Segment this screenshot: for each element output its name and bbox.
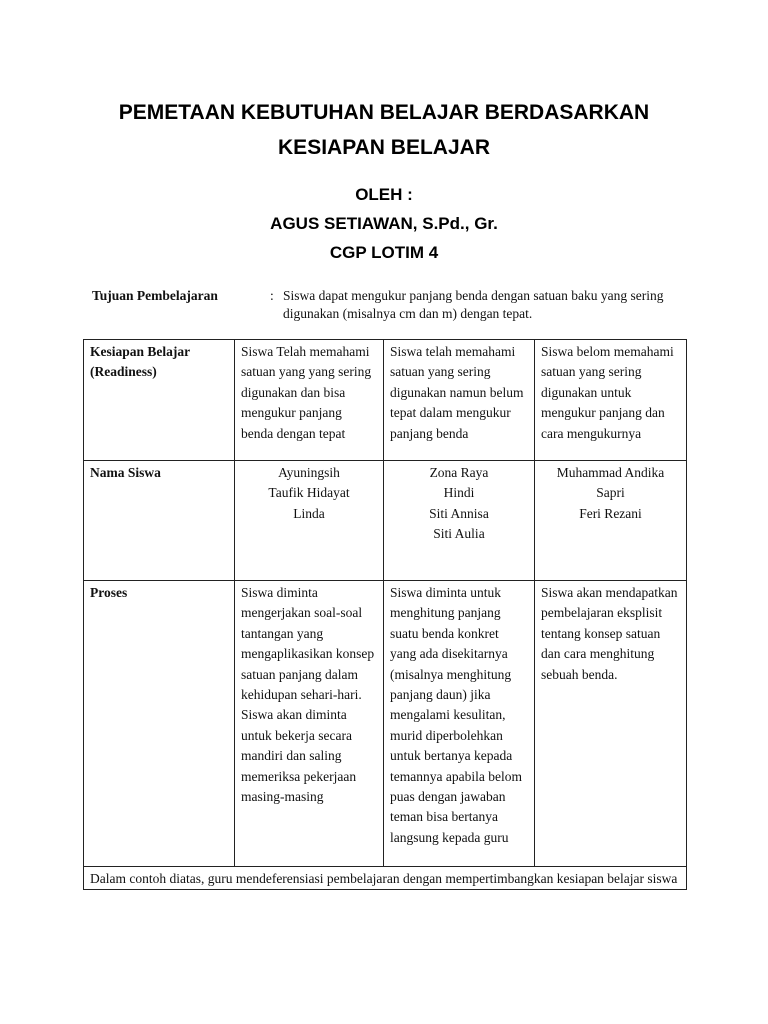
- process-col-3: Siswa akan mendapatkan pembelajaran eksplisit tentang konsep satuan dan cara menghitung sebuah benda.: [535, 581, 687, 867]
- student-name: Hindi: [443, 485, 475, 501]
- process-col-2: Siswa diminta untuk menghitung panjang suatu benda konkret yang ada disekitarnya (misalnya menghitung panjang daun) jika mengalami kesulitan, murid diperbolehkan untuk bertanya kepada temannya apabila belom puas dengan jawaban teman bisa bertanya langsung kepada guru: [384, 581, 535, 867]
- student-name: Zona Raya: [429, 465, 489, 480]
- readiness-label-line2: (Readiness): [90, 364, 157, 380]
- students-col-3: [535, 461, 687, 581]
- footer-row: [84, 867, 687, 890]
- student-name: Muhammad Andika: [556, 465, 665, 480]
- students-col-2: [384, 461, 535, 581]
- author-block: [0, 180, 768, 267]
- readiness-col-3: Siswa belom memahami satuan yang sering digunakan untuk mengukur panjang dan cara mengukurnya: [535, 340, 687, 461]
- author-name: AGUS SETIAWAN, S.Pd., Gr.: [270, 214, 498, 233]
- readiness-col-2: Siswa telah memahami satuan yang sering digunakan namun belum tepat dalam mengukur panjang benda: [384, 340, 535, 461]
- readiness-row: [84, 340, 687, 461]
- readiness-col-1: Siswa Telah memahami satuan yang yang sering digunakan dan bisa mengukur panjang benda dengan tepat: [235, 340, 384, 461]
- student-name: Linda: [293, 505, 325, 521]
- author-prefix: OLEH :: [355, 185, 413, 204]
- process-label: Proses: [84, 581, 235, 867]
- title-line-2: KESIAPAN BELAJAR: [278, 136, 490, 159]
- process-col-1: Siswa diminta mengerjakan soal-soal tantangan yang mengaplikasikan konsep satuan panjang dalam kehidupan sehari-hari. Siswa akan diminta untuk bekerja secara mandiri dan saling memeriksa pekerjaan masing-masing: [235, 581, 384, 867]
- objective-separator: :: [270, 288, 274, 303]
- learning-needs-table: [83, 339, 687, 890]
- students-col-1: [235, 461, 384, 581]
- students-row: [84, 461, 687, 581]
- students-label: Nama Siswa: [84, 461, 235, 581]
- objective-label: Tujuan Pembelajaran: [92, 288, 218, 303]
- student-name: Siti Annisa: [429, 505, 489, 521]
- student-name: Siti Aulia: [433, 526, 485, 542]
- process-row: [84, 581, 687, 867]
- author-group: CGP LOTIM 4: [329, 243, 439, 262]
- student-name: Sapri: [596, 485, 625, 501]
- readiness-label-line1: Kesiapan Belajar: [90, 344, 191, 359]
- student-name: Feri Rezani: [579, 505, 642, 521]
- student-name: Taufik Hidayat: [268, 485, 350, 501]
- title-line-1: PEMETAAN KEBUTUHAN BELAJAR BERDASARKAN: [118, 101, 650, 124]
- document-title: [0, 95, 768, 165]
- readiness-label: [84, 340, 235, 461]
- table-footer-note: Dalam contoh diatas, guru mendeferensiasi pembelajaran dengan mempertimbangkan kesiapan belajar siswa: [84, 867, 687, 890]
- objective-text: Siswa dapat mengukur panjang benda dengan satuan baku yang sering digunakan (misalnya cm dan m) dengan tepat.: [283, 288, 664, 321]
- student-name: Ayuningsih: [278, 465, 340, 480]
